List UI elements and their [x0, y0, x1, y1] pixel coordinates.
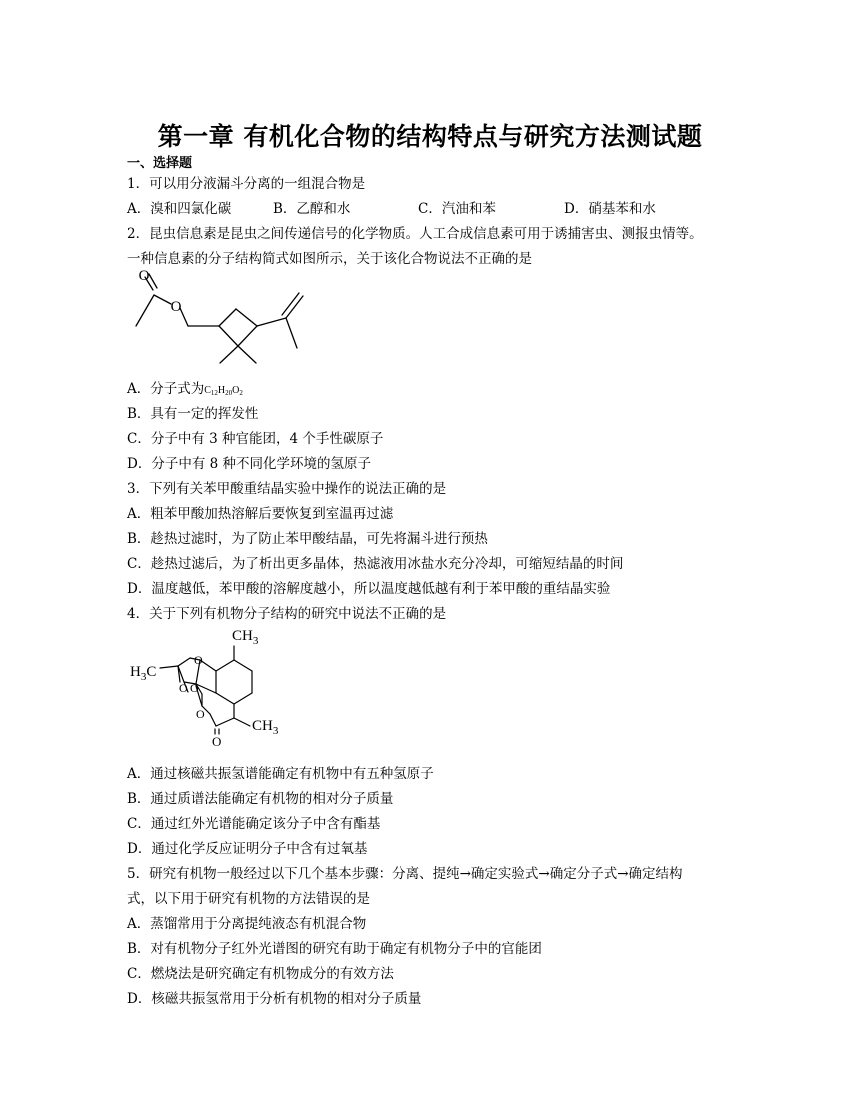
question-4-stem: 4．关于下列有机物分子结构的研究中说法不正确的是 [127, 606, 447, 622]
ring-oxygen-label-4: O [196, 707, 205, 721]
page-title: 第一章 有机化合物的结构特点与研究方法测试题 [157, 122, 703, 151]
q5-option-a: A．蒸馏常用于分离提纯液态有机混合物 [127, 916, 367, 932]
pheromone-structure-diagram [120, 268, 320, 374]
q2-option-a [127, 377, 243, 397]
section-heading: 一、选择题 [127, 156, 193, 171]
q5-option-b: B．对有机物分子红外光谱图的研究有助于确定有机物分子中的官能团 [127, 941, 542, 957]
question-2-stem-line-2: 一种信息素的分子结构简式如图所示，关于该化合物说法不正确的是 [127, 251, 532, 267]
q2-option-b: B．具有一定的挥发性 [127, 406, 259, 422]
right-methyl-label: $CH_3$ [252, 718, 279, 737]
q2-option-c: C．分子中有 3 种官能团，4 个手性碳原子 [127, 431, 384, 447]
q3-option-d: D．温度越低，苯甲酸的溶解度越小，所以温度越低越有利于苯甲酸的重结晶实验 [127, 581, 611, 597]
q4-option-d: D．通过化学反应证明分子中含有过氧基 [127, 841, 368, 857]
ring-oxygen-label-2: O [179, 681, 188, 695]
question-3-stem: 3．下列有关苯甲酸重结晶实验中操作的说法正确的是 [127, 481, 447, 497]
q2-option-a-text: A．分子式为 [127, 381, 205, 397]
question-1-stem: 1．可以用分液漏斗分离的一组混合物是 [127, 176, 366, 192]
q3-option-c: C．趁热过滤后，为了析出更多晶体，热滤液用冰盐水充分冷却，可缩短结晶的时间 [127, 556, 624, 572]
question-5-stem-line-1: 5．研究有机物一般经过以下几个基本步骤：分离、提纯→确定实验式→确定分子式→确定结构 [127, 866, 683, 882]
molecular-formula: $C_{12}H_{20}O_2$ [204, 385, 243, 397]
top-methyl-label: $CH_3$ [232, 628, 259, 647]
ether-oxygen-label: O [170, 299, 182, 315]
ring-oxygen-label-1: O [194, 653, 203, 667]
carbonyl-oxygen-label: O [138, 268, 150, 284]
carbonyl-oxygen-label: O [212, 734, 222, 749]
question-5-stem-line-2: 式，以下用于研究有机物的方法错误的是 [127, 891, 370, 907]
ring-oxygen-label-3: O [190, 681, 199, 695]
left-methyl-label: $H_3C$ [130, 664, 157, 683]
q1-option-d: D．硝基苯和水 [564, 201, 656, 217]
q5-option-c: C．燃烧法是研究确定有机物成分的有效方法 [127, 966, 394, 982]
q4-option-c: C．通过红外光谱能确定该分子中含有酯基 [127, 816, 381, 832]
q3-option-a: A．粗苯甲酸加热溶解后要恢复到室温再过滤 [127, 506, 394, 522]
q4-option-a: A．通过核磁共振氢谱能确定有机物中有五种氢原子 [127, 766, 434, 782]
artemisinin-structure-diagram [126, 622, 286, 752]
q5-option-d: D．核磁共振氢常用于分析有机物的相对分子质量 [127, 991, 422, 1007]
q1-option-b: B．乙醇和水 [273, 201, 351, 217]
question-2-stem-line-1: 2．昆虫信息素是昆虫之间传递信号的化学物质。人工合成信息素可用于诱捕害虫、测报虫情等。 [127, 226, 703, 242]
q1-option-a: A．溴和四氯化碳 [127, 201, 232, 217]
q2-option-d: D．分子中有 8 种不同化学环境的氢原子 [127, 456, 371, 472]
q4-option-b: B．通过质谱法能确定有机物的相对分子质量 [127, 791, 394, 807]
q1-option-c: C．汽油和苯 [418, 201, 496, 217]
q3-option-b: B．趁热过滤时，为了防止苯甲酸结晶，可先将漏斗进行预热 [127, 531, 488, 547]
